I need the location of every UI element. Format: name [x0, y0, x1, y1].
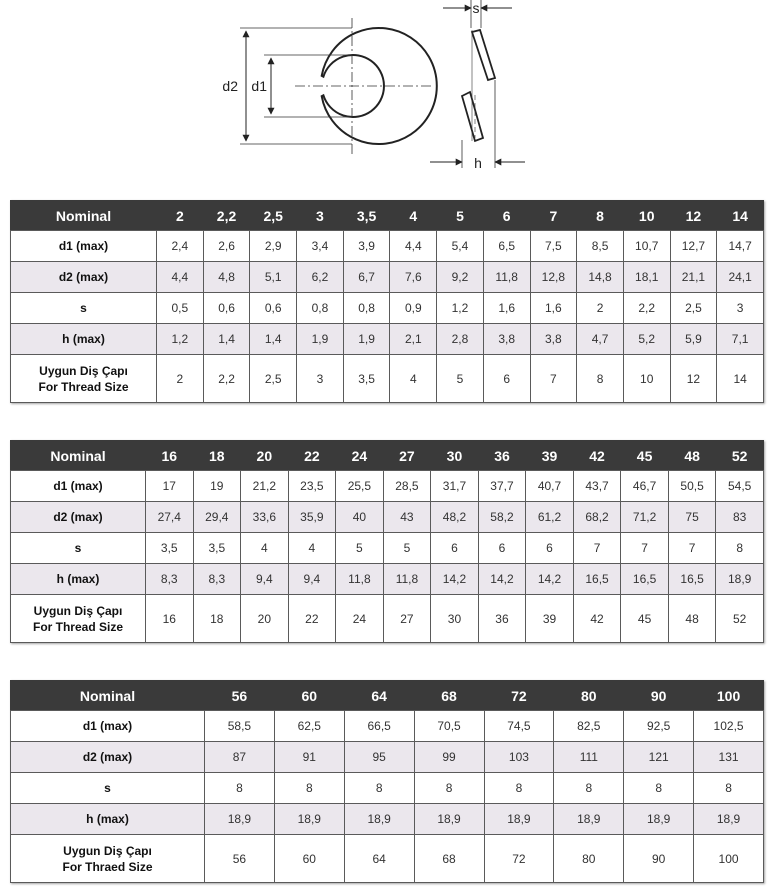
value-cell: 10,7 — [623, 231, 670, 262]
row-label — [11, 742, 205, 773]
value-cell: 111 — [554, 742, 624, 773]
value-cell: 5,1 — [250, 262, 297, 293]
value-cell: 1,6 — [483, 293, 530, 324]
value-cell: 64 — [344, 835, 414, 883]
value-cell: 8,3 — [193, 564, 241, 595]
label-d1: d1 — [251, 78, 267, 94]
row-label-line: s — [80, 301, 87, 315]
nominal-size-cell: 2,5 — [250, 201, 297, 231]
d1-row — [11, 711, 764, 742]
value-cell: 18,9 — [344, 804, 414, 835]
nominal-size-cell: 3 — [297, 201, 344, 231]
value-cell: 7 — [530, 355, 577, 403]
value-cell: 25,5 — [336, 471, 384, 502]
value-cell: 72 — [484, 835, 554, 883]
nominal-size-cell: 6 — [483, 201, 530, 231]
label-h: h — [474, 155, 482, 171]
value-cell: 8 — [694, 773, 764, 804]
value-cell: 7,1 — [717, 324, 764, 355]
value-cell: 2,4 — [157, 231, 204, 262]
d2-row — [11, 502, 764, 533]
value-cell: 50,5 — [668, 471, 716, 502]
washer-side-upper-icon — [472, 30, 495, 80]
value-cell: 80 — [554, 835, 624, 883]
value-cell: 22 — [288, 595, 336, 643]
value-cell: 17 — [146, 471, 194, 502]
value-cell: 66,5 — [344, 711, 414, 742]
value-cell: 58,2 — [478, 502, 526, 533]
s-row — [11, 293, 764, 324]
nominal-size-cell: 8 — [577, 201, 624, 231]
row-label-line: d1 (max) — [53, 479, 103, 493]
value-cell: 2,2 — [623, 293, 670, 324]
nominal-size-cell: 100 — [694, 681, 764, 711]
spring-washer-drawing — [140, 0, 634, 174]
nominal-size-cell: 14 — [717, 201, 764, 231]
row-label — [11, 533, 146, 564]
value-cell: 100 — [694, 835, 764, 883]
row-label-line: d2 (max) — [53, 510, 103, 524]
value-cell: 28,5 — [383, 471, 431, 502]
value-cell: 8 — [274, 773, 344, 804]
nominal-size-cell: 20 — [241, 441, 289, 471]
value-cell: 6,5 — [483, 231, 530, 262]
value-cell: 39 — [526, 595, 574, 643]
row-label-line: Nominal — [55, 207, 112, 224]
value-cell: 16,5 — [668, 564, 716, 595]
label-s: s — [472, 0, 480, 16]
value-cell: 1,4 — [203, 324, 250, 355]
value-cell: 2,8 — [437, 324, 484, 355]
row-label — [11, 324, 157, 355]
value-cell: 5,2 — [623, 324, 670, 355]
spec-table-2 — [10, 440, 764, 643]
value-cell: 9,2 — [437, 262, 484, 293]
row-label-line: d2 (max) — [58, 270, 109, 284]
label-d2: d2 — [222, 78, 238, 94]
nominal-size-cell: 3,5 — [343, 201, 390, 231]
value-cell: 61,2 — [526, 502, 574, 533]
value-cell: 6 — [478, 533, 526, 564]
row-label-line: d1 (max) — [82, 719, 133, 733]
value-cell: 14,2 — [431, 564, 479, 595]
value-cell: 8 — [484, 773, 554, 804]
value-cell: 0,5 — [157, 293, 204, 324]
value-cell: 14,2 — [478, 564, 526, 595]
value-cell: 5,4 — [437, 231, 484, 262]
h-row — [11, 324, 764, 355]
nominal-size-cell: 90 — [624, 681, 694, 711]
value-cell: 8 — [624, 773, 694, 804]
value-cell: 40,7 — [526, 471, 574, 502]
value-cell: 0,6 — [203, 293, 250, 324]
nominal-row — [11, 441, 764, 471]
value-cell: 27,4 — [146, 502, 194, 533]
value-cell: 131 — [694, 742, 764, 773]
value-cell: 18,9 — [205, 804, 275, 835]
value-cell: 14 — [717, 355, 764, 403]
row-label — [11, 231, 157, 262]
nominal-size-cell: 68 — [414, 681, 484, 711]
value-cell: 1,2 — [157, 324, 204, 355]
nominal-size-cell: 64 — [344, 681, 414, 711]
value-cell: 9,4 — [288, 564, 336, 595]
value-cell: 1,6 — [530, 293, 577, 324]
nominal-size-cell: 60 — [274, 681, 344, 711]
value-cell: 2,1 — [390, 324, 437, 355]
value-cell: 18,9 — [274, 804, 344, 835]
row-label — [11, 201, 157, 231]
value-cell: 7 — [573, 533, 621, 564]
value-cell: 62,5 — [274, 711, 344, 742]
value-cell: 7 — [621, 533, 669, 564]
row-label-line: Uygun Diş Çapı — [63, 843, 152, 858]
value-cell: 7,6 — [390, 262, 437, 293]
value-cell: 99 — [414, 742, 484, 773]
value-cell: 20 — [241, 595, 289, 643]
nominal-size-cell: 24 — [336, 441, 384, 471]
value-cell: 121 — [624, 742, 694, 773]
value-cell: 1,2 — [437, 293, 484, 324]
value-cell: 7,5 — [530, 231, 577, 262]
row-label — [11, 355, 157, 403]
value-cell: 48,2 — [431, 502, 479, 533]
value-cell: 82,5 — [554, 711, 624, 742]
spec-table-1 — [10, 200, 764, 403]
value-cell: 14,8 — [577, 262, 624, 293]
value-cell: 3,8 — [483, 324, 530, 355]
row-label — [11, 773, 205, 804]
value-cell: 90 — [624, 835, 694, 883]
value-cell: 18,9 — [484, 804, 554, 835]
row-label — [11, 835, 205, 883]
thread-size-row — [11, 595, 764, 643]
thread-size-row — [11, 835, 764, 883]
nominal-size-cell: 56 — [205, 681, 275, 711]
value-cell: 3 — [297, 355, 344, 403]
value-cell: 3,5 — [193, 533, 241, 564]
value-cell: 16 — [146, 595, 194, 643]
value-cell: 21,1 — [670, 262, 717, 293]
value-cell: 14,2 — [526, 564, 574, 595]
value-cell: 6 — [431, 533, 479, 564]
row-label — [11, 711, 205, 742]
nominal-size-cell: 5 — [437, 201, 484, 231]
nominal-size-cell: 22 — [288, 441, 336, 471]
value-cell: 5,9 — [670, 324, 717, 355]
d2-row — [11, 742, 764, 773]
d1-row — [11, 471, 764, 502]
value-cell: 31,7 — [431, 471, 479, 502]
value-cell: 9,4 — [241, 564, 289, 595]
nominal-size-cell: 16 — [146, 441, 194, 471]
value-cell: 3 — [717, 293, 764, 324]
value-cell: 8 — [414, 773, 484, 804]
value-cell: 12,8 — [530, 262, 577, 293]
value-cell: 8,3 — [146, 564, 194, 595]
washer-technical-diagram — [140, 0, 634, 174]
row-label — [11, 804, 205, 835]
value-cell: 2 — [577, 293, 624, 324]
nominal-size-cell: 52 — [716, 441, 764, 471]
value-cell: 71,2 — [621, 502, 669, 533]
value-cell: 2 — [157, 355, 204, 403]
value-cell: 24,1 — [717, 262, 764, 293]
value-cell: 43,7 — [573, 471, 621, 502]
row-label — [11, 471, 146, 502]
row-label — [11, 262, 157, 293]
thread-size-row — [11, 355, 764, 403]
value-cell: 2,5 — [250, 355, 297, 403]
value-cell: 3,5 — [343, 355, 390, 403]
value-cell: 33,6 — [241, 502, 289, 533]
row-label — [11, 595, 146, 643]
nominal-size-cell: 12 — [670, 201, 717, 231]
value-cell: 74,5 — [484, 711, 554, 742]
row-label-line: Nominal — [50, 447, 106, 464]
nominal-size-cell: 30 — [431, 441, 479, 471]
value-cell: 6,2 — [297, 262, 344, 293]
nominal-size-cell: 4 — [390, 201, 437, 231]
row-label-line: h (max) — [62, 332, 105, 346]
value-cell: 8 — [344, 773, 414, 804]
value-cell: 18,1 — [623, 262, 670, 293]
value-cell: 18 — [193, 595, 241, 643]
value-cell: 40 — [336, 502, 384, 533]
nominal-size-cell: 39 — [526, 441, 574, 471]
value-cell: 16,5 — [573, 564, 621, 595]
value-cell: 92,5 — [624, 711, 694, 742]
value-cell: 21,2 — [241, 471, 289, 502]
value-cell: 29,4 — [193, 502, 241, 533]
value-cell: 45 — [621, 595, 669, 643]
value-cell: 2,2 — [203, 355, 250, 403]
value-cell: 6,7 — [343, 262, 390, 293]
value-cell: 54,5 — [716, 471, 764, 502]
value-cell: 8 — [554, 773, 624, 804]
value-cell: 5 — [336, 533, 384, 564]
value-cell: 10 — [623, 355, 670, 403]
value-cell: 35,9 — [288, 502, 336, 533]
value-cell: 18,9 — [716, 564, 764, 595]
nominal-size-cell: 48 — [668, 441, 716, 471]
nominal-size-cell: 10 — [623, 201, 670, 231]
value-cell: 7 — [668, 533, 716, 564]
row-label-line: For Thread Size — [38, 379, 129, 394]
s-row — [11, 533, 764, 564]
value-cell: 5 — [437, 355, 484, 403]
value-cell: 14,7 — [717, 231, 764, 262]
value-cell: 1,4 — [250, 324, 297, 355]
value-cell: 2,6 — [203, 231, 250, 262]
value-cell: 83 — [716, 502, 764, 533]
nominal-size-cell: 45 — [621, 441, 669, 471]
value-cell: 2,9 — [250, 231, 297, 262]
s-row — [11, 773, 764, 804]
value-cell: 3,5 — [146, 533, 194, 564]
value-cell: 0,9 — [390, 293, 437, 324]
nominal-size-cell: 72 — [484, 681, 554, 711]
nominal-row — [11, 681, 764, 711]
value-cell: 1,9 — [343, 324, 390, 355]
h-row — [11, 804, 764, 835]
value-cell: 91 — [274, 742, 344, 773]
spec-table-3 — [10, 680, 764, 883]
value-cell: 87 — [205, 742, 275, 773]
value-cell: 11,8 — [383, 564, 431, 595]
value-cell: 4 — [241, 533, 289, 564]
row-label-line: s — [74, 541, 82, 555]
value-cell: 0,8 — [343, 293, 390, 324]
nominal-size-cell: 42 — [573, 441, 621, 471]
value-cell: 27 — [383, 595, 431, 643]
value-cell: 8 — [577, 355, 624, 403]
value-cell: 52 — [716, 595, 764, 643]
value-cell: 6 — [483, 355, 530, 403]
value-cell: 56 — [205, 835, 275, 883]
nominal-row — [11, 201, 764, 231]
row-label-line: Uygun Diş Çapı — [39, 363, 128, 378]
washer-side-lower-icon — [462, 92, 483, 141]
value-cell: 3,8 — [530, 324, 577, 355]
row-label-line: h (max) — [56, 572, 100, 586]
value-cell: 2,5 — [670, 293, 717, 324]
value-cell: 102,5 — [694, 711, 764, 742]
row-label — [11, 564, 146, 595]
row-label-line: Nominal — [79, 687, 136, 704]
d2-row — [11, 262, 764, 293]
row-label-line: For Thread Size — [32, 619, 124, 634]
value-cell: 95 — [344, 742, 414, 773]
value-cell: 58,5 — [205, 711, 275, 742]
row-label-line: d2 (max) — [82, 750, 133, 764]
value-cell: 12,7 — [670, 231, 717, 262]
value-cell: 68,2 — [573, 502, 621, 533]
nominal-size-cell: 27 — [383, 441, 431, 471]
h-row — [11, 564, 764, 595]
value-cell: 23,5 — [288, 471, 336, 502]
value-cell: 11,8 — [336, 564, 384, 595]
value-cell: 46,7 — [621, 471, 669, 502]
row-label-line: d1 (max) — [58, 239, 109, 253]
value-cell: 6 — [526, 533, 574, 564]
value-cell: 8 — [205, 773, 275, 804]
nominal-size-cell: 18 — [193, 441, 241, 471]
value-cell: 3,9 — [343, 231, 390, 262]
nominal-size-cell: 80 — [554, 681, 624, 711]
nominal-size-cell: 36 — [478, 441, 526, 471]
value-cell: 4,8 — [203, 262, 250, 293]
value-cell: 48 — [668, 595, 716, 643]
value-cell: 12 — [670, 355, 717, 403]
value-cell: 11,8 — [483, 262, 530, 293]
value-cell: 18,9 — [414, 804, 484, 835]
value-cell: 70,5 — [414, 711, 484, 742]
row-label-line: s — [104, 781, 111, 795]
row-label-line: h (max) — [86, 812, 129, 826]
value-cell: 0,8 — [297, 293, 344, 324]
row-label — [11, 293, 157, 324]
value-cell: 4,4 — [157, 262, 204, 293]
nominal-size-cell: 2,2 — [203, 201, 250, 231]
value-cell: 4 — [288, 533, 336, 564]
value-cell: 36 — [478, 595, 526, 643]
nominal-size-cell: 7 — [530, 201, 577, 231]
value-cell: 43 — [383, 502, 431, 533]
value-cell: 24 — [336, 595, 384, 643]
value-cell: 18,9 — [694, 804, 764, 835]
row-label-line: For Thraed Size — [62, 859, 153, 874]
value-cell: 8 — [716, 533, 764, 564]
value-cell: 37,7 — [478, 471, 526, 502]
value-cell: 16,5 — [621, 564, 669, 595]
value-cell: 18,9 — [624, 804, 694, 835]
value-cell: 1,9 — [297, 324, 344, 355]
value-cell: 8,5 — [577, 231, 624, 262]
d1-row — [11, 231, 764, 262]
value-cell: 4 — [390, 355, 437, 403]
nominal-size-cell: 2 — [157, 201, 204, 231]
row-label-line: Uygun Diş Çapı — [33, 603, 123, 618]
value-cell: 5 — [383, 533, 431, 564]
value-cell: 3,4 — [297, 231, 344, 262]
value-cell: 103 — [484, 742, 554, 773]
value-cell: 4,4 — [390, 231, 437, 262]
value-cell: 42 — [573, 595, 621, 643]
value-cell: 4,7 — [577, 324, 624, 355]
value-cell: 18,9 — [554, 804, 624, 835]
value-cell: 30 — [431, 595, 479, 643]
value-cell: 0,6 — [250, 293, 297, 324]
row-label — [11, 681, 205, 711]
row-label — [11, 441, 146, 471]
value-cell: 60 — [274, 835, 344, 883]
value-cell: 68 — [414, 835, 484, 883]
value-cell: 75 — [668, 502, 716, 533]
row-label — [11, 502, 146, 533]
value-cell: 19 — [193, 471, 241, 502]
